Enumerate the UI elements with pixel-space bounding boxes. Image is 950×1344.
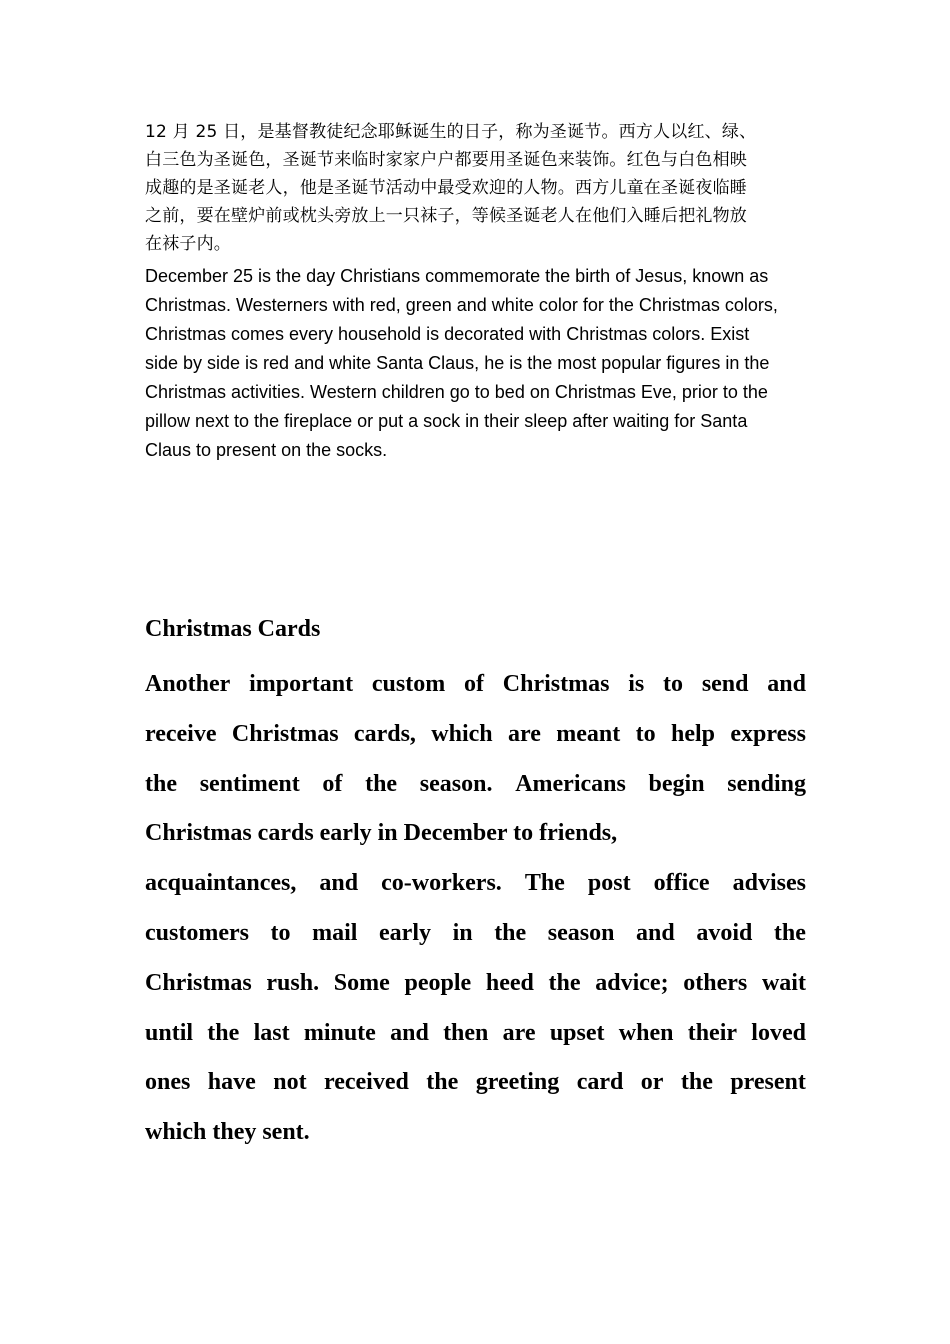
word: greeting (475, 1069, 560, 1096)
word: to (663, 671, 684, 697)
word: and (390, 1019, 429, 1046)
christmas-cards-line (145, 859, 806, 909)
chinese-paragraph (145, 118, 815, 258)
word: people (404, 969, 472, 996)
word: Americans (515, 770, 626, 797)
word: heed (485, 969, 534, 996)
word: when (618, 1019, 674, 1046)
word: the (207, 1019, 240, 1046)
christmas-cards-line (145, 909, 806, 959)
word: card (576, 1069, 624, 1096)
word: upset (549, 1019, 605, 1046)
word: post (587, 870, 631, 897)
christmas-cards-line: Christmas cards early in December to friends, (145, 820, 618, 847)
word: help (671, 720, 716, 747)
word: season (547, 919, 615, 946)
english-paragraph (145, 262, 825, 465)
word: their (687, 1019, 738, 1046)
word: the (494, 919, 527, 946)
word: Some (333, 969, 390, 996)
word: meant (556, 720, 621, 747)
word: The (524, 870, 565, 897)
word: sending (727, 770, 806, 797)
word: in (452, 919, 473, 946)
word: rush. (266, 969, 320, 996)
chinese-paragraph-line: 成趣的是圣诞老人，他是圣诞节活动中最受欢迎的人物。西方儿童在圣诞夜临睡 (145, 178, 747, 198)
christmas-cards-paragraph (145, 660, 806, 1158)
word: and (319, 870, 359, 897)
word: is (628, 671, 645, 697)
word: Christmas (502, 671, 610, 697)
christmas-cards-line (145, 1009, 806, 1059)
christmas-cards-line (145, 660, 806, 710)
word: co-workers. (381, 870, 502, 897)
word: the (548, 969, 581, 996)
word: avoid (696, 919, 753, 946)
word: and (767, 671, 806, 697)
word: important (249, 671, 354, 697)
word: Another (145, 671, 231, 697)
word: the (145, 770, 177, 797)
word: the (365, 770, 398, 797)
word: of (464, 671, 484, 697)
word: minute (303, 1019, 376, 1046)
english-paragraph-line: December 25 is the day Christians commemorate the birth of Jesus, known as (145, 266, 769, 286)
english-paragraph-line: Christmas comes every household is decorated with Christmas colors. Exist (145, 324, 750, 344)
word: to (635, 720, 656, 747)
word: custom (371, 671, 446, 697)
word: or (640, 1069, 664, 1096)
word: send (701, 671, 749, 697)
word: last (253, 1019, 290, 1046)
english-paragraph-line: side by side is red and white Santa Claus, he is the most popular figures in the (145, 353, 770, 373)
english-paragraph-line: Christmas. Westerners with red, green and white color for the Christmas colors, (145, 295, 778, 315)
christmas-cards-line (145, 959, 806, 1009)
word: have (207, 1069, 256, 1096)
word: loved (751, 1019, 806, 1046)
word: receive (145, 720, 217, 747)
christmas-cards-heading: Christmas Cards (145, 616, 321, 642)
word: present (730, 1069, 806, 1096)
christmas-cards-line (145, 710, 806, 760)
christmas-cards-line (145, 760, 806, 810)
english-paragraph-line: pillow next to the fireplace or put a sock in their sleep after waiting for Santa (145, 411, 748, 431)
chinese-paragraph-line: 12 月 25 日，是基督教徒纪念耶稣诞生的日子，称为圣诞节。西方人以红、绿、 (145, 122, 757, 142)
word: customers (145, 919, 249, 946)
word: office (653, 870, 710, 897)
chinese-paragraph-line: 白三色为圣诞色，圣诞节来临时家家户户都要用圣诞色来装饰。红色与白色相映 (145, 150, 747, 170)
word: the (426, 1069, 459, 1096)
word: are (502, 1019, 536, 1046)
word: advises (732, 870, 806, 897)
word: begin (648, 770, 705, 797)
word: then (443, 1019, 489, 1046)
word: Christmas (145, 969, 252, 996)
word: are (508, 720, 541, 747)
word: cards, (353, 720, 416, 747)
christmas-cards-line: which they sent. (145, 1119, 310, 1146)
word: early (379, 919, 432, 946)
chinese-paragraph-line: 之前，要在壁炉前或枕头旁放上一只袜子，等候圣诞老人在他们入睡后把礼物放 (145, 206, 747, 226)
english-paragraph-line: Claus to present on the socks. (145, 440, 388, 460)
word: to (270, 919, 291, 946)
word: the (773, 919, 806, 946)
word: and (636, 919, 675, 946)
chinese-paragraph-line: 在袜子内。 (145, 234, 231, 254)
word: acquaintances, (145, 870, 297, 897)
word: sentiment (199, 770, 300, 797)
word: not (273, 1069, 307, 1096)
word: which (431, 720, 493, 747)
english-paragraph-line: Christmas activities. Western children go to bed on Christmas Eve, prior to the (145, 382, 768, 402)
word: express (730, 720, 806, 747)
word: wait (761, 969, 806, 996)
word: season. (419, 770, 493, 797)
word: others (683, 969, 748, 996)
word: advice; (595, 969, 669, 996)
word: Christmas (231, 720, 339, 747)
word: ones (145, 1069, 191, 1096)
word: of (322, 770, 343, 797)
word: until (145, 1019, 194, 1046)
word: received (324, 1069, 409, 1096)
word: the (680, 1069, 713, 1096)
word: mail (312, 919, 358, 946)
christmas-cards-line (145, 1058, 806, 1108)
